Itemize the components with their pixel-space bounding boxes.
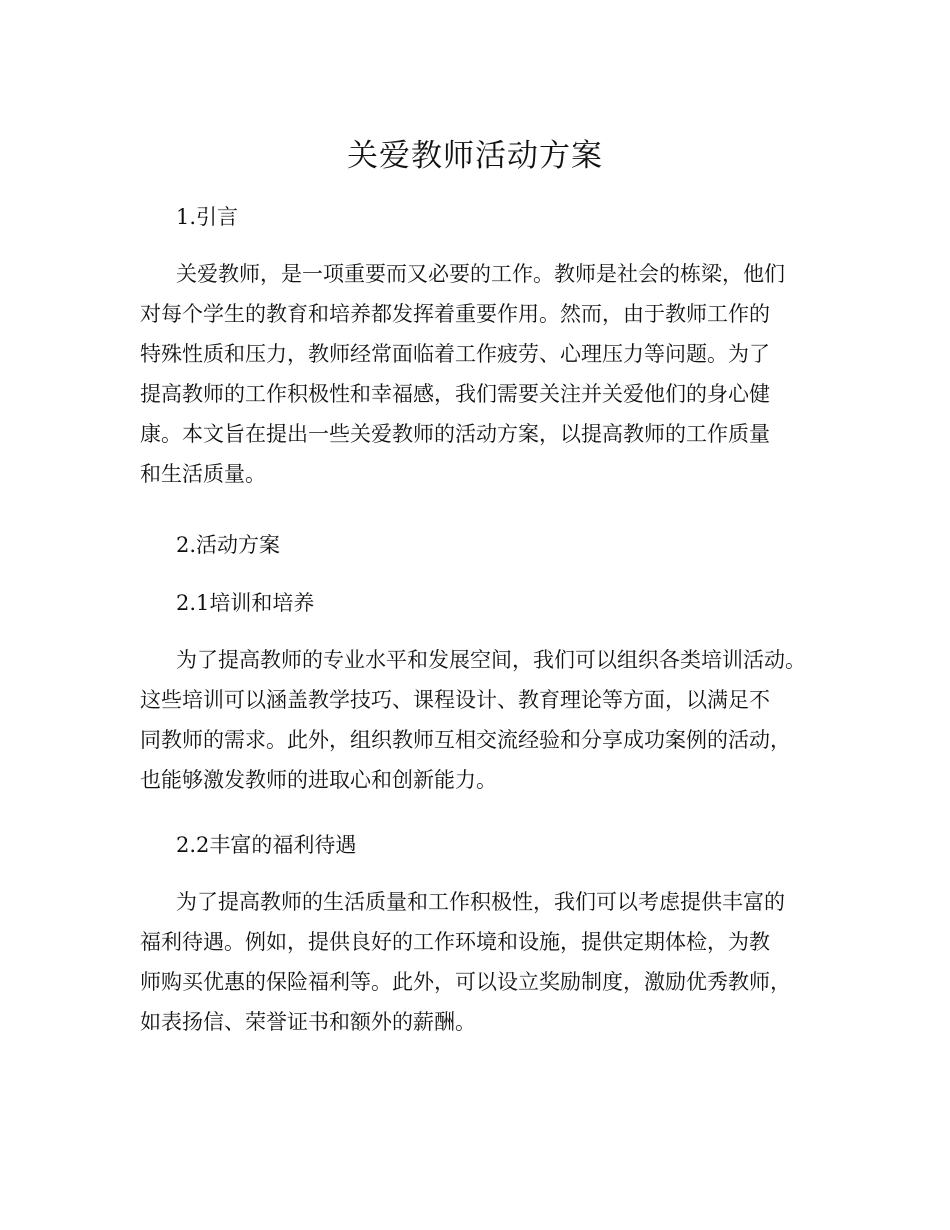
paragraph-line: 对每个学生的教育和培养都发挥着重要作用。然而，由于教师工作的: [140, 302, 770, 326]
paragraph-line: 如表扬信、荣誉证书和额外的薪酬。: [140, 1010, 476, 1034]
paragraph-line: 师购买优惠的保险福利等。此外，可以设立奖励制度，激励优秀教师，: [140, 970, 791, 994]
document-title: 关爱教师活动方案: [347, 138, 603, 174]
paragraph-line: 为了提高教师的专业水平和发展空间，我们可以组织各类培训活动。: [176, 648, 806, 672]
paragraph-line: 提高教师的工作积极性和幸福感，我们需要关注并关爱他们的身心健: [140, 382, 770, 406]
section-heading-training: 2.1培训和培养: [176, 591, 315, 615]
paragraph-line: 同教师的需求。此外，组织教师互相交流经验和分享成功案例的活动，: [140, 728, 791, 752]
paragraph-line: 康。本文旨在提出一些关爱教师的活动方案，以提高教师的工作质量: [140, 422, 770, 446]
section-heading-introduction: 1.引言: [176, 205, 239, 229]
paragraph-line: 为了提高教师的生活质量和工作积极性，我们可以考虑提供丰富的: [176, 890, 785, 914]
paragraph-line: 和生活质量。: [140, 462, 266, 486]
paragraph-introduction: [140, 254, 840, 494]
paragraph-training: [140, 640, 840, 800]
paragraph-welfare: [140, 882, 840, 1042]
section-heading-welfare: 2.2丰富的福利待遇: [176, 833, 357, 857]
paragraph-line: 这些培训可以涵盖教学技巧、课程设计、教育理论等方面，以满足不: [140, 688, 770, 712]
paragraph-line: 福利待遇。例如，提供良好的工作环境和设施，提供定期体检，为教: [140, 930, 770, 954]
paragraph-line: 也能够激发教师的进取心和创新能力。: [140, 768, 497, 792]
section-heading-activity-plan: 2.活动方案: [176, 533, 281, 557]
paragraph-line: 关爱教师，是一项重要而又必要的工作。教师是社会的栋梁，他们: [176, 262, 785, 286]
paragraph-line: 特殊性质和压力，教师经常面临着工作疲劳、心理压力等问题。为了: [140, 342, 770, 366]
